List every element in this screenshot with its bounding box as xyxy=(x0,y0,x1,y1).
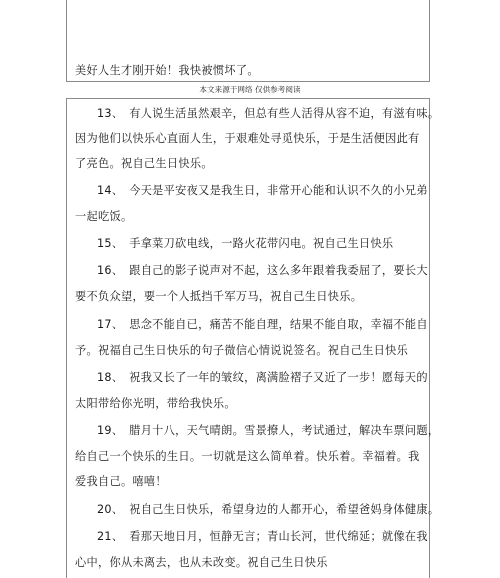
header-note: 本文来源于网络 仅供参考阅读 xyxy=(199,85,301,94)
text-line: 13、 有人说生活虽然艰辛，但总有些人活得从容不迫，有滋有味。 xyxy=(97,107,440,120)
text-line: 爱我自己。嘻嘻！ xyxy=(75,475,167,488)
text-line: 16、 跟自己的影子说声对不起，这么多年跟着我委屈了，要长大 xyxy=(97,264,428,277)
text-line: 一起吃饭。 xyxy=(75,210,133,223)
text-line: 因为他们以快乐心直面人生，于艰难处寻觅快乐，于是生活便因此有 xyxy=(75,132,420,145)
document-page xyxy=(66,98,440,578)
text-line: 给自己一个快乐的生日。一切就是这么简单着。快乐着。幸福着。我 xyxy=(75,450,420,463)
text-line: 15、 手拿菜刀砍电线，一路火花带闪电。祝自己生日快乐 xyxy=(97,237,394,250)
text-line: 予。祝福自己生日快乐的句子微信心情说说签名。祝自己生日快乐 xyxy=(75,344,409,357)
previous-page-text: 美好人生才刚开始！我快被惯坏了。 xyxy=(75,64,259,77)
text-line: 心中，你从未离去，也从未改变。祝自己生日快乐 xyxy=(75,556,328,569)
text-line: 19、 腊月十八，天气晴朗。雪景撩人，考试通过，解决车票问题， xyxy=(97,424,440,437)
text-line: 17、 思念不能自已，痛苦不能自理，结果不能自取，幸福不能自 xyxy=(97,318,428,331)
text-line: 太阳带给你光明，带给我快乐。 xyxy=(75,397,236,410)
previous-page-bottom xyxy=(66,0,430,82)
text-line: 20、 祝自己生日快乐，希望身边的人都开心，希望爸妈身体健康。 xyxy=(97,503,440,516)
text-line: 21、 看那天地日月，恒静无言；青山长河，世代绵延；就像在我 xyxy=(97,530,428,543)
text-line: 18、 祝我又长了一年的皱纹，离满脸褶子又近了一步！愿每天的 xyxy=(97,371,428,384)
text-line: 了亮色。祝自己生日快乐。 xyxy=(75,157,213,170)
text-line: 14、 今天是平安夜又是我生日，非常开心能和认识不久的小兄弟 xyxy=(97,184,428,197)
text-line: 要不负众望，要一个人抵挡千军万马，祝自己生日快乐。 xyxy=(75,290,363,303)
